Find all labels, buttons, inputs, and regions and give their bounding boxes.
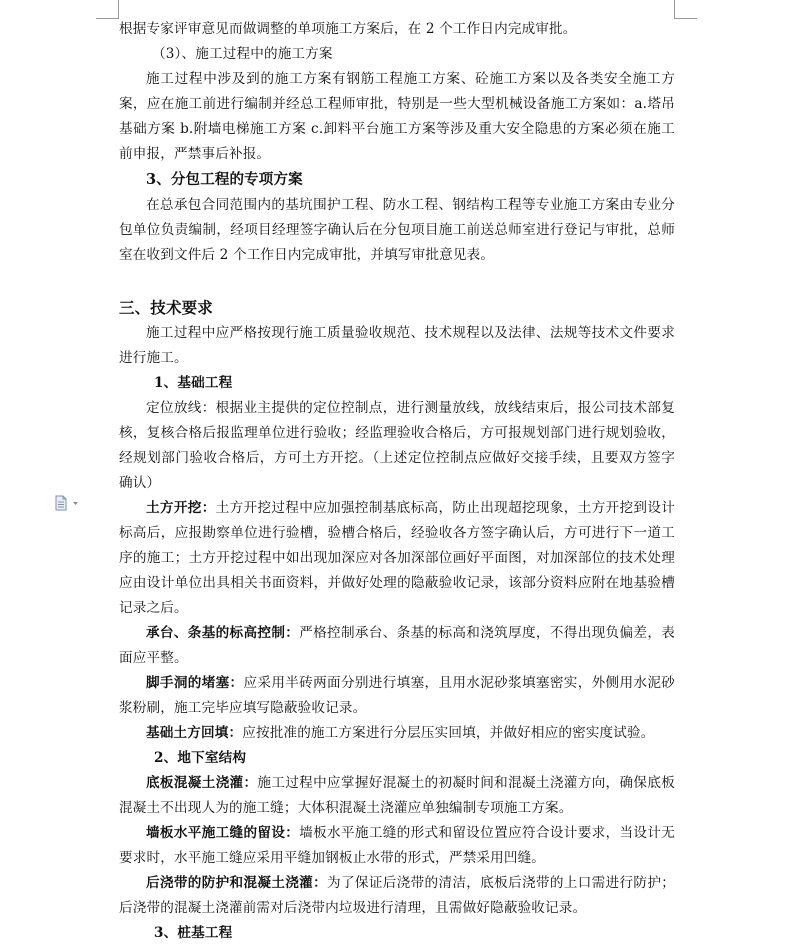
- heading-technical-requirements: 三、技术要求: [119, 298, 213, 317]
- page-corner-mark-right: [674, 0, 697, 19]
- text-wall-joints: 墙板水平施工缝的形式和留设位置应符合设计要求，当设计无要求时，水平施工缝应采用平缝加钢板止水带的形式，严禁采用凹缝。: [119, 825, 675, 866]
- heading-foundation-works: 1、基础工程: [154, 375, 233, 391]
- subheading-construction-plans: （3）、施工过程中的施工方案: [152, 46, 333, 62]
- paragraph-positioning: 定位放线：根据业主提供的定位控制点，进行测量放线，放线结束后，报公司技术部复核，复核合格后报监理单位进行验收；经监理验收合格后，方可报规划部门进行规划验收，经规划部门验收合格后，方可土方开挖。（上述定位控制点应做好交接手续，且要双方签字确认）: [119, 400, 675, 491]
- paragraph-excavation: [119, 496, 675, 621]
- paragraph-subcontract-plans: 在总承包合同范围内的基坑围护工程、防水工程、钢结构工程等专业施工方案由专业分包单位负责编制，经项目经理签字确认后在分包项目施工前送总师室进行登记与审批，总师室在收到文件后 2 个工作日内完成审批，并填写审批意见表。: [119, 197, 675, 263]
- heading-subcontract-plans: 3、分包工程的专项方案: [146, 171, 303, 188]
- label-scaffold-holes: 脚手洞的堵塞：: [146, 675, 244, 691]
- label-backfill: 基础土方回填：: [146, 725, 243, 741]
- label-elevation-control: 承台、条基的标高控制：: [146, 625, 300, 641]
- paragraph-elevation-control: [119, 621, 675, 671]
- paragraph-backfill: [119, 721, 675, 746]
- label-excavation: 土方开挖：: [146, 500, 216, 516]
- paragraph-post-cast-strip: [119, 871, 675, 921]
- paragraph-approval-tail: 根据专家评审意见而做调整的单项施工方案后，在 2 个工作日内完成审批。: [119, 21, 577, 37]
- label-slab-pouring: 底板混凝土浇灌：: [146, 775, 258, 791]
- label-wall-joints: 墙板水平施工缝的留设：: [146, 825, 300, 841]
- page-corner-mark-left: [96, 0, 119, 19]
- text-slab-pouring: 施工过程中应掌握好混凝土的初凝时间和混凝土浇灌方向，确保底板混凝土不出现人为的施工缝；大体积混凝土浇灌应单独编制专项施工方案。: [119, 775, 675, 816]
- text-excavation: 土方开挖过程中应加强控制基底标高，防止出现超挖现象，土方开挖到设计标高后，应报勘察单位进行验槽，验槽合格后，经验收各方签字确认后，方可进行下一道工序的施工；土方开挖过程中如出现加深应对各加深部位画好平面图，对加深部位的技术处理应由设计单位出具相关书面资料，并做好处理的隐蔽验收记录，该部分资料应附在地基验槽记录之后。: [119, 500, 676, 616]
- paragraph-technical-requirements: 施工过程中应严格按现行施工质量验收规范、技术规程以及法律、法规等技术文件要求进行施工。: [119, 325, 675, 366]
- text-elevation-control: 严格控制承台、条基的标高和浇筑厚度，不得出现负偏差，表面应平整。: [119, 625, 675, 666]
- text-backfill: 应按批准的施工方案进行分层压实回填，并做好相应的密实度试验。: [242, 725, 655, 741]
- text-post-cast-strip: 为了保证后浇带的清洁，底板后浇带的上口需进行防护；后浇带的混凝土浇灌前需对后浇带内垃圾进行清理，且需做好隐蔽验收记录。: [119, 875, 676, 916]
- heading-pile-foundation: 3、桩基工程: [154, 925, 233, 941]
- heading-basement-structure: 2、地下室结构: [154, 750, 247, 766]
- document-icon[interactable]: [54, 495, 82, 511]
- text-scaffold-holes: 应采用半砖两面分别进行填塞，且用水泥砂浆填塞密实，外侧用水泥砂浆粉刷，施工完毕应填写隐蔽验收记录。: [119, 675, 675, 716]
- document-body: [119, 17, 675, 946]
- paragraph-wall-joints: [119, 821, 675, 871]
- paragraph-scaffold-holes: [119, 671, 675, 721]
- paragraph-slab-pouring: [119, 771, 675, 821]
- label-post-cast-strip: 后浇带的防护和混凝土浇灌：: [146, 875, 328, 891]
- paragraph-construction-plans: 施工过程中涉及到的施工方案有钢筋工程施工方案、砼施工方案以及各类安全施工方案，应在施工前进行编制并经总工程师审批，特别是一些大型机械设备施工方案如：a.塔吊基础方案 b.附墙电梯施工方案 c.卸料平台施工方案等涉及重大安全隐患的方案必须在施工前申报，严禁事后补报。: [119, 71, 675, 162]
